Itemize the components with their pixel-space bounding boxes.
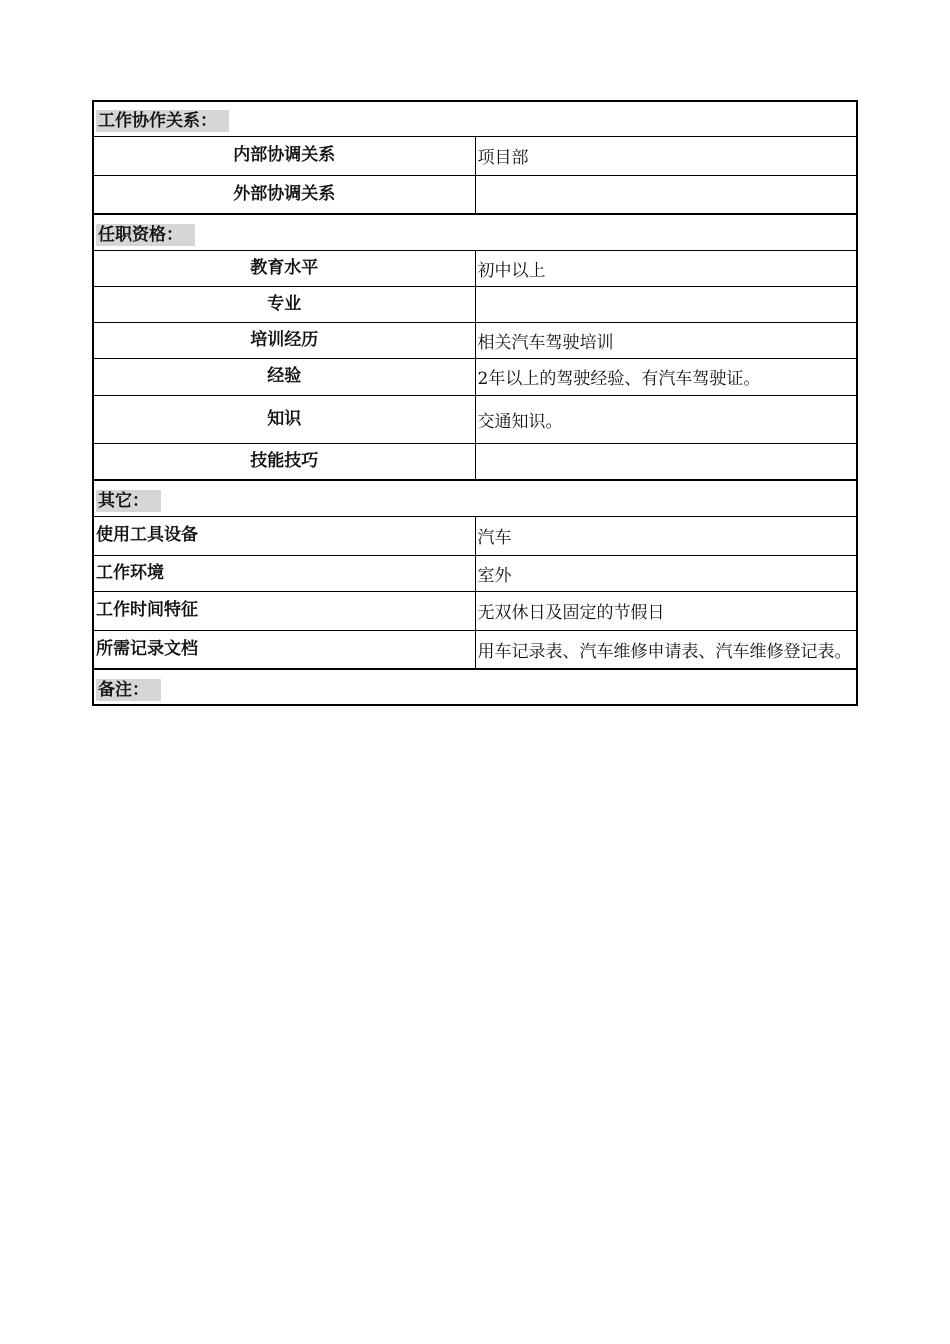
- table-row: [93, 286, 857, 322]
- training-value: 相关汽车驾驶培训: [475, 322, 857, 358]
- section-header-other: [93, 480, 857, 516]
- tools-equipment-label: 使用工具设备: [93, 516, 475, 555]
- work-environment-value: 室外: [475, 555, 857, 591]
- table-row: [93, 322, 857, 358]
- required-documents-label: 所需记录文档: [93, 630, 475, 669]
- table-row: [93, 591, 857, 630]
- table-row: [93, 358, 857, 395]
- table-row: [93, 136, 857, 175]
- work-hours-value: 无双休日及固定的节假日: [475, 591, 857, 630]
- internal-coordination-value: 项目部: [475, 136, 857, 175]
- section-header-collaboration: [93, 101, 857, 136]
- job-spec-table: [92, 100, 858, 706]
- internal-coordination-label: 内部协调关系: [93, 136, 475, 175]
- education-label: 教育水平: [93, 250, 475, 286]
- skills-value: [475, 443, 857, 480]
- table-row: [93, 555, 857, 591]
- section-header-qualifications: [93, 214, 857, 250]
- education-value: 初中以上: [475, 250, 857, 286]
- table-row: [93, 516, 857, 555]
- section-title-other: 其它：: [96, 490, 161, 512]
- work-hours-label: 工作时间特征: [93, 591, 475, 630]
- table-row: [93, 443, 857, 480]
- required-documents-value: 用车记录表、汽车维修申请表、汽车维修登记表。: [475, 630, 857, 669]
- section-title-qualifications: 任职资格：: [96, 224, 195, 246]
- experience-value: 2年以上的驾驶经验、有汽车驾驶证。: [475, 358, 857, 395]
- job-spec-sheet: [92, 100, 858, 706]
- experience-label: 经验: [93, 358, 475, 395]
- table-row: [93, 395, 857, 443]
- section-title-collaboration: 工作协作关系：: [96, 110, 229, 132]
- table-row: [93, 630, 857, 669]
- major-value: [475, 286, 857, 322]
- external-coordination-value: [475, 175, 857, 214]
- section-header-notes: [93, 669, 857, 705]
- table-row: [93, 250, 857, 286]
- training-label: 培训经历: [93, 322, 475, 358]
- table-row: [93, 175, 857, 214]
- work-environment-label: 工作环境: [93, 555, 475, 591]
- knowledge-value: 交通知识。: [475, 395, 857, 443]
- knowledge-label: 知识: [93, 395, 475, 443]
- major-label: 专业: [93, 286, 475, 322]
- skills-label: 技能技巧: [93, 443, 475, 480]
- section-title-notes: 备注：: [96, 679, 161, 701]
- external-coordination-label: 外部协调关系: [93, 175, 475, 214]
- tools-equipment-value: 汽车: [475, 516, 857, 555]
